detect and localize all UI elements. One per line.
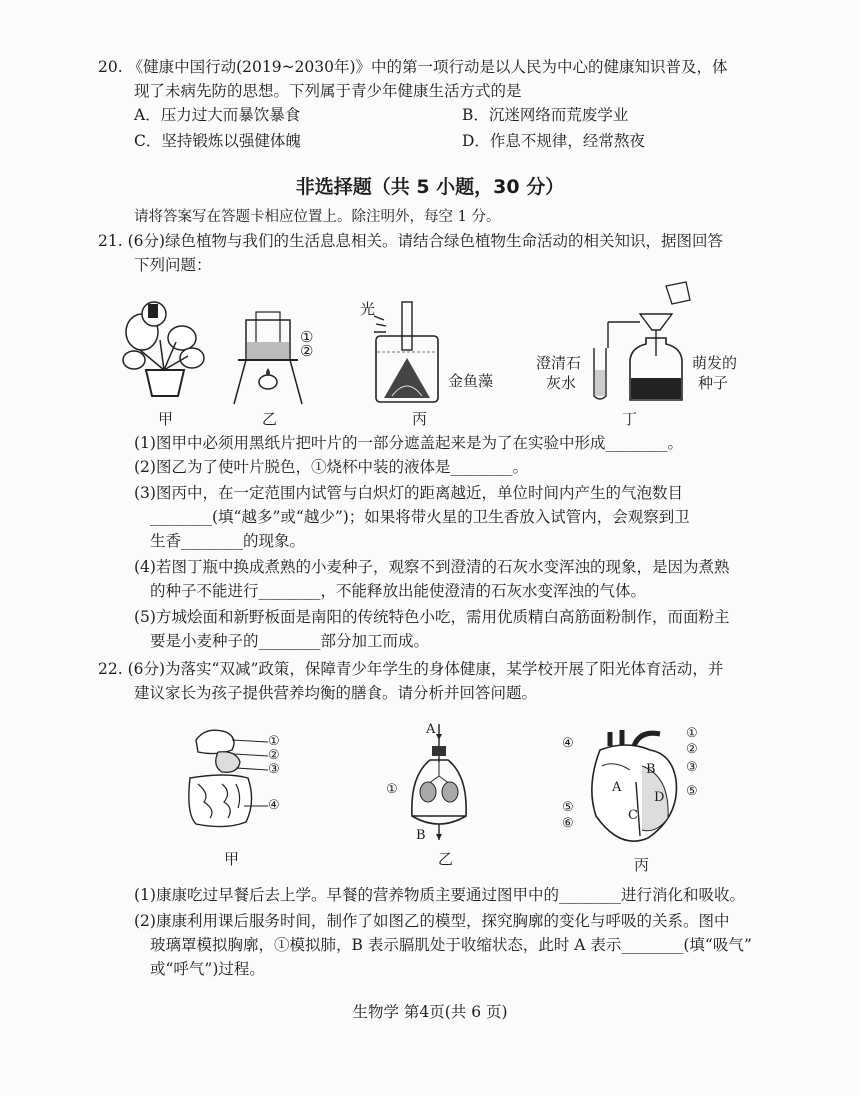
q22-heart-label-C: C [628, 808, 638, 823]
q20-stem-line2: 现了未病先防的思想。下列属于青少年健康生活方式的是 [134, 82, 522, 100]
q22-jia-label-4: ④ [268, 798, 280, 813]
q21-sub5-line2: 要是小麦种子的________部分加工而成。 [150, 632, 430, 650]
q22-heart-figure [580, 726, 690, 850]
q22-jia-label-1: ① [268, 734, 280, 749]
q21-limewater-label-2: 灰水 [546, 374, 577, 392]
q20-option-a: A．压力过大而暴饮暴食 [134, 106, 301, 124]
q22-heart-label-B: B [646, 762, 656, 777]
q22-yi-label-A: A [426, 722, 436, 737]
q20-option-d: D．作息不规律，经常熬夜 [462, 132, 645, 150]
q22-yi-label-B: B [416, 828, 426, 843]
q21-alga-label: 金鱼藻 [448, 372, 494, 390]
q22-stem-line1: 22. (6分)为落实“双减”政策，保障青少年学生的身体健康，某学校开展了阳光体育活动，并 [98, 660, 724, 678]
q21-light-label: 光 [360, 300, 376, 318]
q22-sub2-line2: 玻璃罩模拟胸廓，①模拟肺，B 表示膈肌处于收缩状态，此时 A 表示________(填“吸气” [150, 936, 752, 954]
q21-sub2: (2)图乙为了使叶片脱色，①烧杯中装的液体是________。 [134, 458, 528, 476]
q21-label-1: ① [300, 328, 314, 346]
q22-jia-label-2: ② [268, 748, 280, 763]
q21-beaker-figure [228, 310, 308, 406]
q22-heart-label-A: A [612, 780, 622, 795]
q22-sub2-line3: 或“呼气”)过程。 [150, 960, 265, 978]
q21-sub4-line2: 的种子不能进行________，不能释放出能使澄清的石灰水变浑浊的气体。 [150, 582, 647, 600]
q21-seeds-label-1: 萌发的 [692, 354, 738, 372]
q21-plant-figure [120, 300, 210, 400]
q21-seeds-figure [580, 278, 710, 406]
q22-yi-label-1: ① [386, 782, 398, 797]
q22-heart-label-D: D [654, 790, 665, 805]
q21-sub3-line1: (3)图丙中，在一定范围内试管与白炽灯的距离越近，单位时间内产生的气泡数目 [134, 484, 683, 502]
q22-heart-label-5-right: ⑤ [686, 784, 698, 799]
q21-sub3-line3: 生香________的现象。 [150, 532, 306, 550]
q21-caption-ding: 丁 [622, 410, 638, 428]
q22-jia-label-3: ③ [268, 762, 280, 777]
q22-belljar-figure [404, 720, 474, 842]
q20-option-b: B．沉迷网络而荒废学业 [462, 106, 629, 124]
q21-stem-line2: 下列问题： [134, 256, 212, 274]
section-title: 非选择题（共 5 小题，30 分） [295, 176, 565, 198]
q21-sub3-line2: ________(填“越多”或“越少”)；如果将带火星的卫生香放入试管内，会观察到卫 [150, 508, 690, 526]
q22-caption-bing: 丙 [634, 856, 650, 874]
q20-option-c: C．坚持锻炼以强健体魄 [134, 132, 301, 150]
q22-heart-label-6: ⑥ [562, 816, 574, 831]
section-note: 请将答案写在答题卡相应位置上。除注明外，每空 1 分。 [134, 209, 501, 225]
q22-heart-label-3: ③ [686, 760, 698, 775]
q21-alga-figure [362, 296, 452, 408]
q22-stem-line2: 建议家长为孩子提供营养均衡的膳食。请分析并回答问题。 [134, 684, 538, 702]
q21-caption-yi: 乙 [262, 410, 278, 428]
q21-label-2: ② [300, 342, 314, 360]
q22-caption-yi: 乙 [438, 850, 454, 868]
q21-sub4-line1: (4)若图丁瓶中换成煮熟的小麦种子，观察不到澄清的石灰水变浑浊的现象，是因为煮熟 [134, 558, 730, 576]
q22-sub1: (1)康康吃过早餐后去上学。早餐的营养物质主要通过图甲中的________进行消化和吸收。 [134, 886, 745, 904]
q22-heart-label-5-left: ⑤ [562, 800, 574, 815]
q22-heart-label-4: ④ [562, 736, 574, 751]
q22-caption-jia: 甲 [224, 850, 240, 868]
q21-sub5-line1: (5)方城烩面和新野板面是南阳的传统特色小吃，需用优质精白高筋面粉制作，而面粉主 [134, 608, 730, 626]
q20-stem-line1: 20. 《健康中国行动(2019~2030年)》中的第一项行动是以人民为中心的健康知识普及，体 [98, 58, 728, 76]
page-footer: 生物学 第4页(共 6 页) [352, 1003, 508, 1021]
q21-caption-bing: 丙 [412, 410, 428, 428]
q22-heart-label-1: ① [686, 726, 698, 741]
q21-caption-jia: 甲 [158, 410, 174, 428]
q21-sub1: (1)图甲中必须用黑纸片把叶片的一部分遮盖起来是为了在实验中形成________。 [134, 434, 683, 452]
q21-stem-line1: 21. (6分)绿色植物与我们的生活息息相关。请结合绿色植物生命活动的相关知识，据图回答 [98, 232, 724, 250]
q22-heart-label-2: ② [686, 742, 698, 757]
q22-digestive-figure [176, 722, 276, 838]
q21-seeds-label-2: 种子 [698, 374, 729, 392]
q22-sub2-line1: (2)康康利用课后服务时间，制作了如图乙的模型，探究胸廓的变化与呼吸的关系。图中 [134, 912, 730, 930]
q21-limewater-label-1: 澄清石 [536, 354, 582, 372]
